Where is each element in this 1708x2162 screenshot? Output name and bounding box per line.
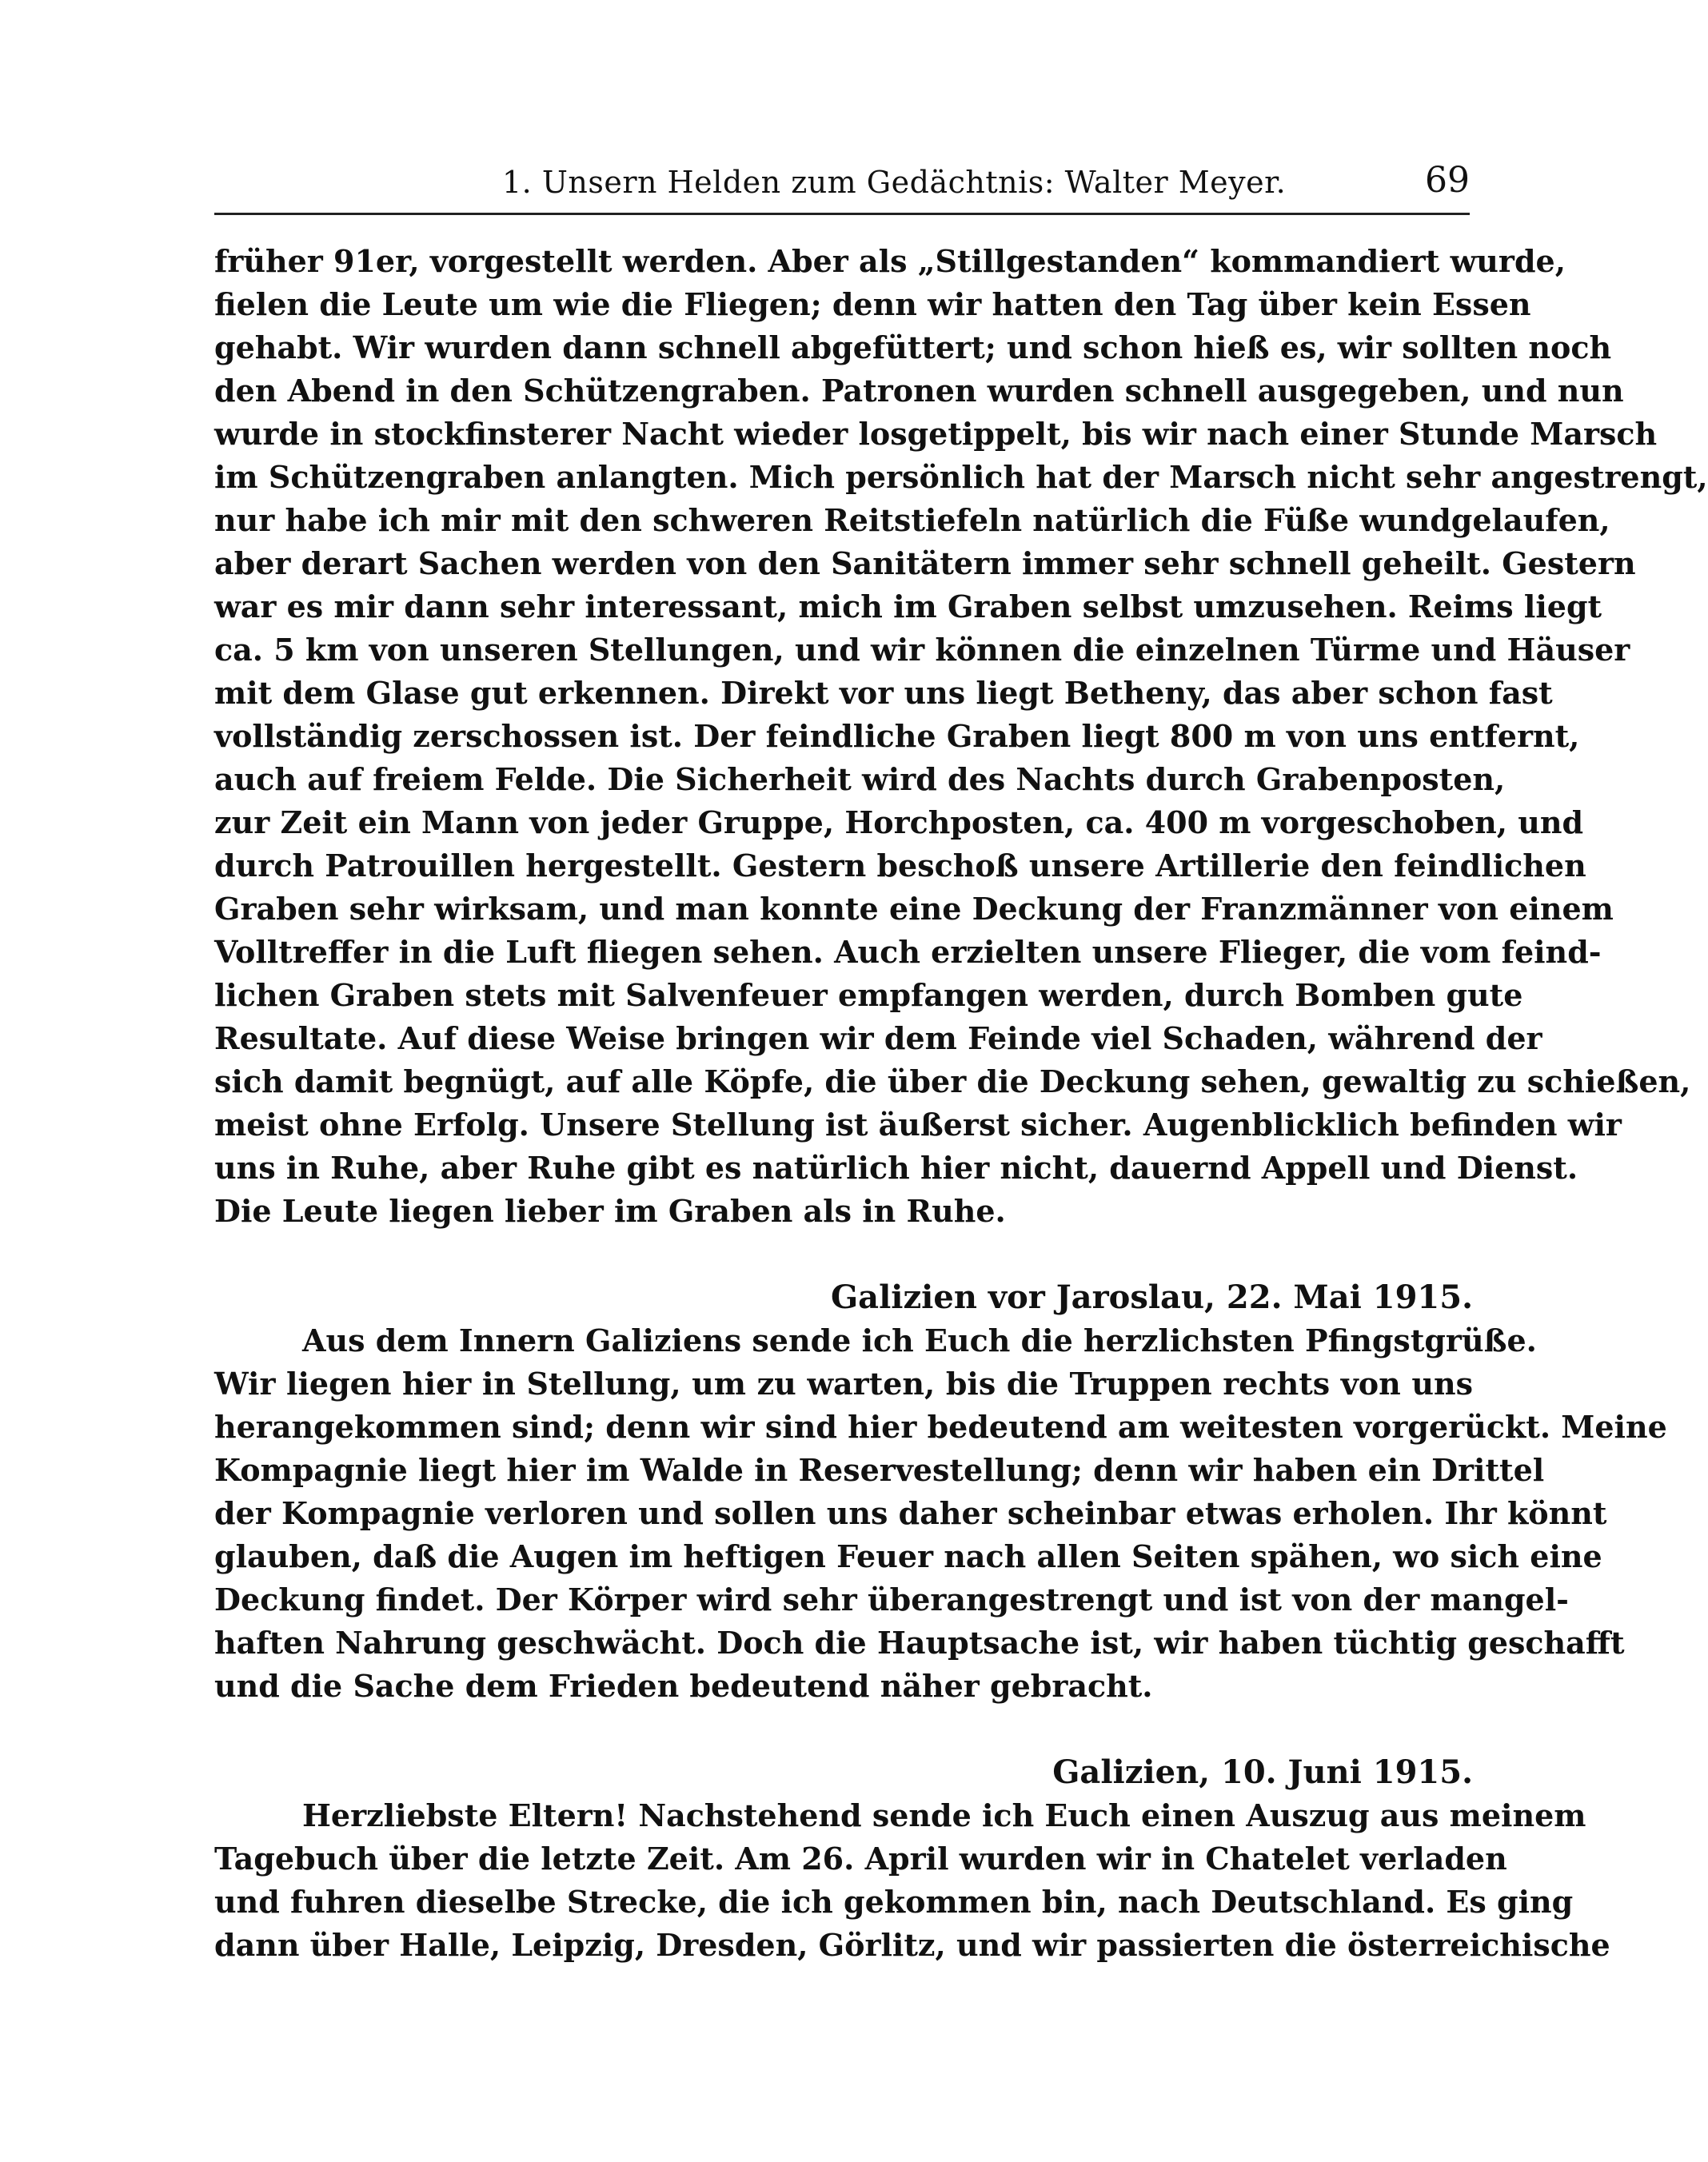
- text-line: aber derart Sachen werden von den Sanitätern immer sehr schnell geheilt. Gestern: [214, 545, 1636, 581]
- text-line: und die Sache dem Frieden bedeutend näher gebracht.: [214, 1668, 1153, 1704]
- text-line: Herzliebste Eltern! Nachstehend sende ich Euch einen Auszug aus meinem: [302, 1797, 1586, 1833]
- text-line: zur Zeit ein Mann von jeder Gruppe, Horchposten, ca. 400 m vorgeschoben, und: [214, 804, 1584, 840]
- body-text: [214, 240, 1708, 1967]
- paragraph-letter-1: [214, 240, 1708, 1233]
- paragraph-letter-2: [214, 1319, 1667, 1708]
- text-line: haften Nahrung geschwächt. Doch die Hauptsache ist, wir haben tüchtig geschafft: [214, 1625, 1625, 1661]
- dateline: Galizien vor Jaroslau, 22. Mai 1915.: [830, 1278, 1473, 1316]
- text-line: Tagebuch über die letzte Zeit. Am 26. April wurden wir in Chatelet verladen: [214, 1841, 1507, 1877]
- running-title: 1. Unsern Helden zum Gedächtnis: Walter Meyer.: [502, 165, 1287, 200]
- paragraph-letter-3: [214, 1794, 1610, 1967]
- text-line: lichen Graben stets mit Salvenfeuer empfangen werden, durch Bomben gute: [214, 977, 1523, 1013]
- text-line: Aus dem Innern Galiziens sende ich Euch die herzlichsten Pfingstgrüße.: [302, 1322, 1537, 1358]
- text-line: Volltreffer in die Luft fliegen sehen. Auch erzielten unsere Flieger, die vom feind-: [214, 934, 1602, 970]
- page-header: [214, 157, 1470, 215]
- text-line: auch auf freiem Felde. Die Sicherheit wird des Nachts durch Grabenposten,: [214, 761, 1506, 797]
- section-gap: [214, 1708, 1473, 1751]
- text-line: den Abend in den Schützengraben. Patronen wurden schnell ausgegeben, und nun: [214, 373, 1624, 409]
- text-line: durch Patrouillen hergestellt. Gestern beschoß unsere Artillerie den feindlichen: [214, 848, 1586, 884]
- text-line: dann über Halle, Leipzig, Dresden, Görlitz, und wir passierten die österreichische: [214, 1927, 1610, 1963]
- text-line: meist ohne Erfolg. Unsere Stellung ist äußerst sicher. Augenblicklich befinden wir: [214, 1107, 1622, 1143]
- text-line: im Schützengraben anlangten. Mich persönlich hat der Marsch nicht sehr angestrengt,: [214, 459, 1708, 495]
- text-line: Resultate. Auf diese Weise bringen wir dem Feinde viel Schaden, während der: [214, 1020, 1542, 1056]
- text-line: Deckung findet. Der Körper wird sehr überangestrengt und ist von der mangel-: [214, 1582, 1569, 1618]
- text-line: nur habe ich mir mit den schweren Reitstiefeln natürlich die Füße wundgelaufen,: [214, 502, 1610, 538]
- text-line: fielen die Leute um wie die Fliegen; denn wir hatten den Tag über kein Essen: [214, 286, 1531, 322]
- text-line: Graben sehr wirksam, und man konnte eine Deckung der Franzmänner von einem: [214, 891, 1614, 927]
- text-line: vollständig zerschossen ist. Der feindliche Graben liegt 800 m von uns entfernt,: [214, 718, 1580, 754]
- text-line: früher 91er, vorgestellt werden. Aber als „Stillgestanden“ kommandiert wurde,: [214, 243, 1566, 279]
- text-line: sich damit begnügt, auf alle Köpfe, die über die Deckung sehen, gewaltig zu schießen,: [214, 1063, 1691, 1099]
- text-line: Wir liegen hier in Stellung, um zu warten, bis die Truppen rechts von uns: [214, 1366, 1473, 1402]
- dateline: Galizien, 10. Juni 1915.: [1052, 1753, 1473, 1791]
- section-gap: [214, 1233, 1473, 1276]
- text-line: der Kompagnie verloren und sollen uns daher scheinbar etwas erholen. Ihr könnt: [214, 1495, 1607, 1531]
- text-line: ca. 5 km von unseren Stellungen, und wir können die einzelnen Türme und Häuser: [214, 632, 1630, 668]
- page-number: 69: [1425, 160, 1470, 201]
- text-line: wurde in stockfinsterer Nacht wieder losgetippelt, bis wir nach einer Stunde Marsch: [214, 416, 1658, 452]
- text-line: war es mir dann sehr interessant, mich im Graben selbst umzusehen. Reims liegt: [214, 588, 1602, 624]
- text-line: Die Leute liegen lieber im Graben als in Ruhe.: [214, 1193, 1006, 1229]
- text-line: und fuhren dieselbe Strecke, die ich gekommen bin, nach Deutschland. Es ging: [214, 1884, 1574, 1920]
- text-line: uns in Ruhe, aber Ruhe gibt es natürlich hier nicht, dauernd Appell und Dienst.: [214, 1150, 1578, 1186]
- text-line: Kompagnie liegt hier im Walde in Reservestellung; denn wir haben ein Drittel: [214, 1452, 1545, 1488]
- text-line: herangekommen sind; denn wir sind hier bedeutend am weitesten vorgerückt. Meine: [214, 1409, 1667, 1445]
- text-line: gehabt. Wir wurden dann schnell abgefüttert; und schon hieß es, wir sollten noch: [214, 329, 1612, 365]
- text-line: mit dem Glase gut erkennen. Direkt vor uns liegt Betheny, das aber schon fast: [214, 675, 1553, 711]
- text-line: glauben, daß die Augen im heftigen Feuer nach allen Seiten spähen, wo sich eine: [214, 1538, 1602, 1574]
